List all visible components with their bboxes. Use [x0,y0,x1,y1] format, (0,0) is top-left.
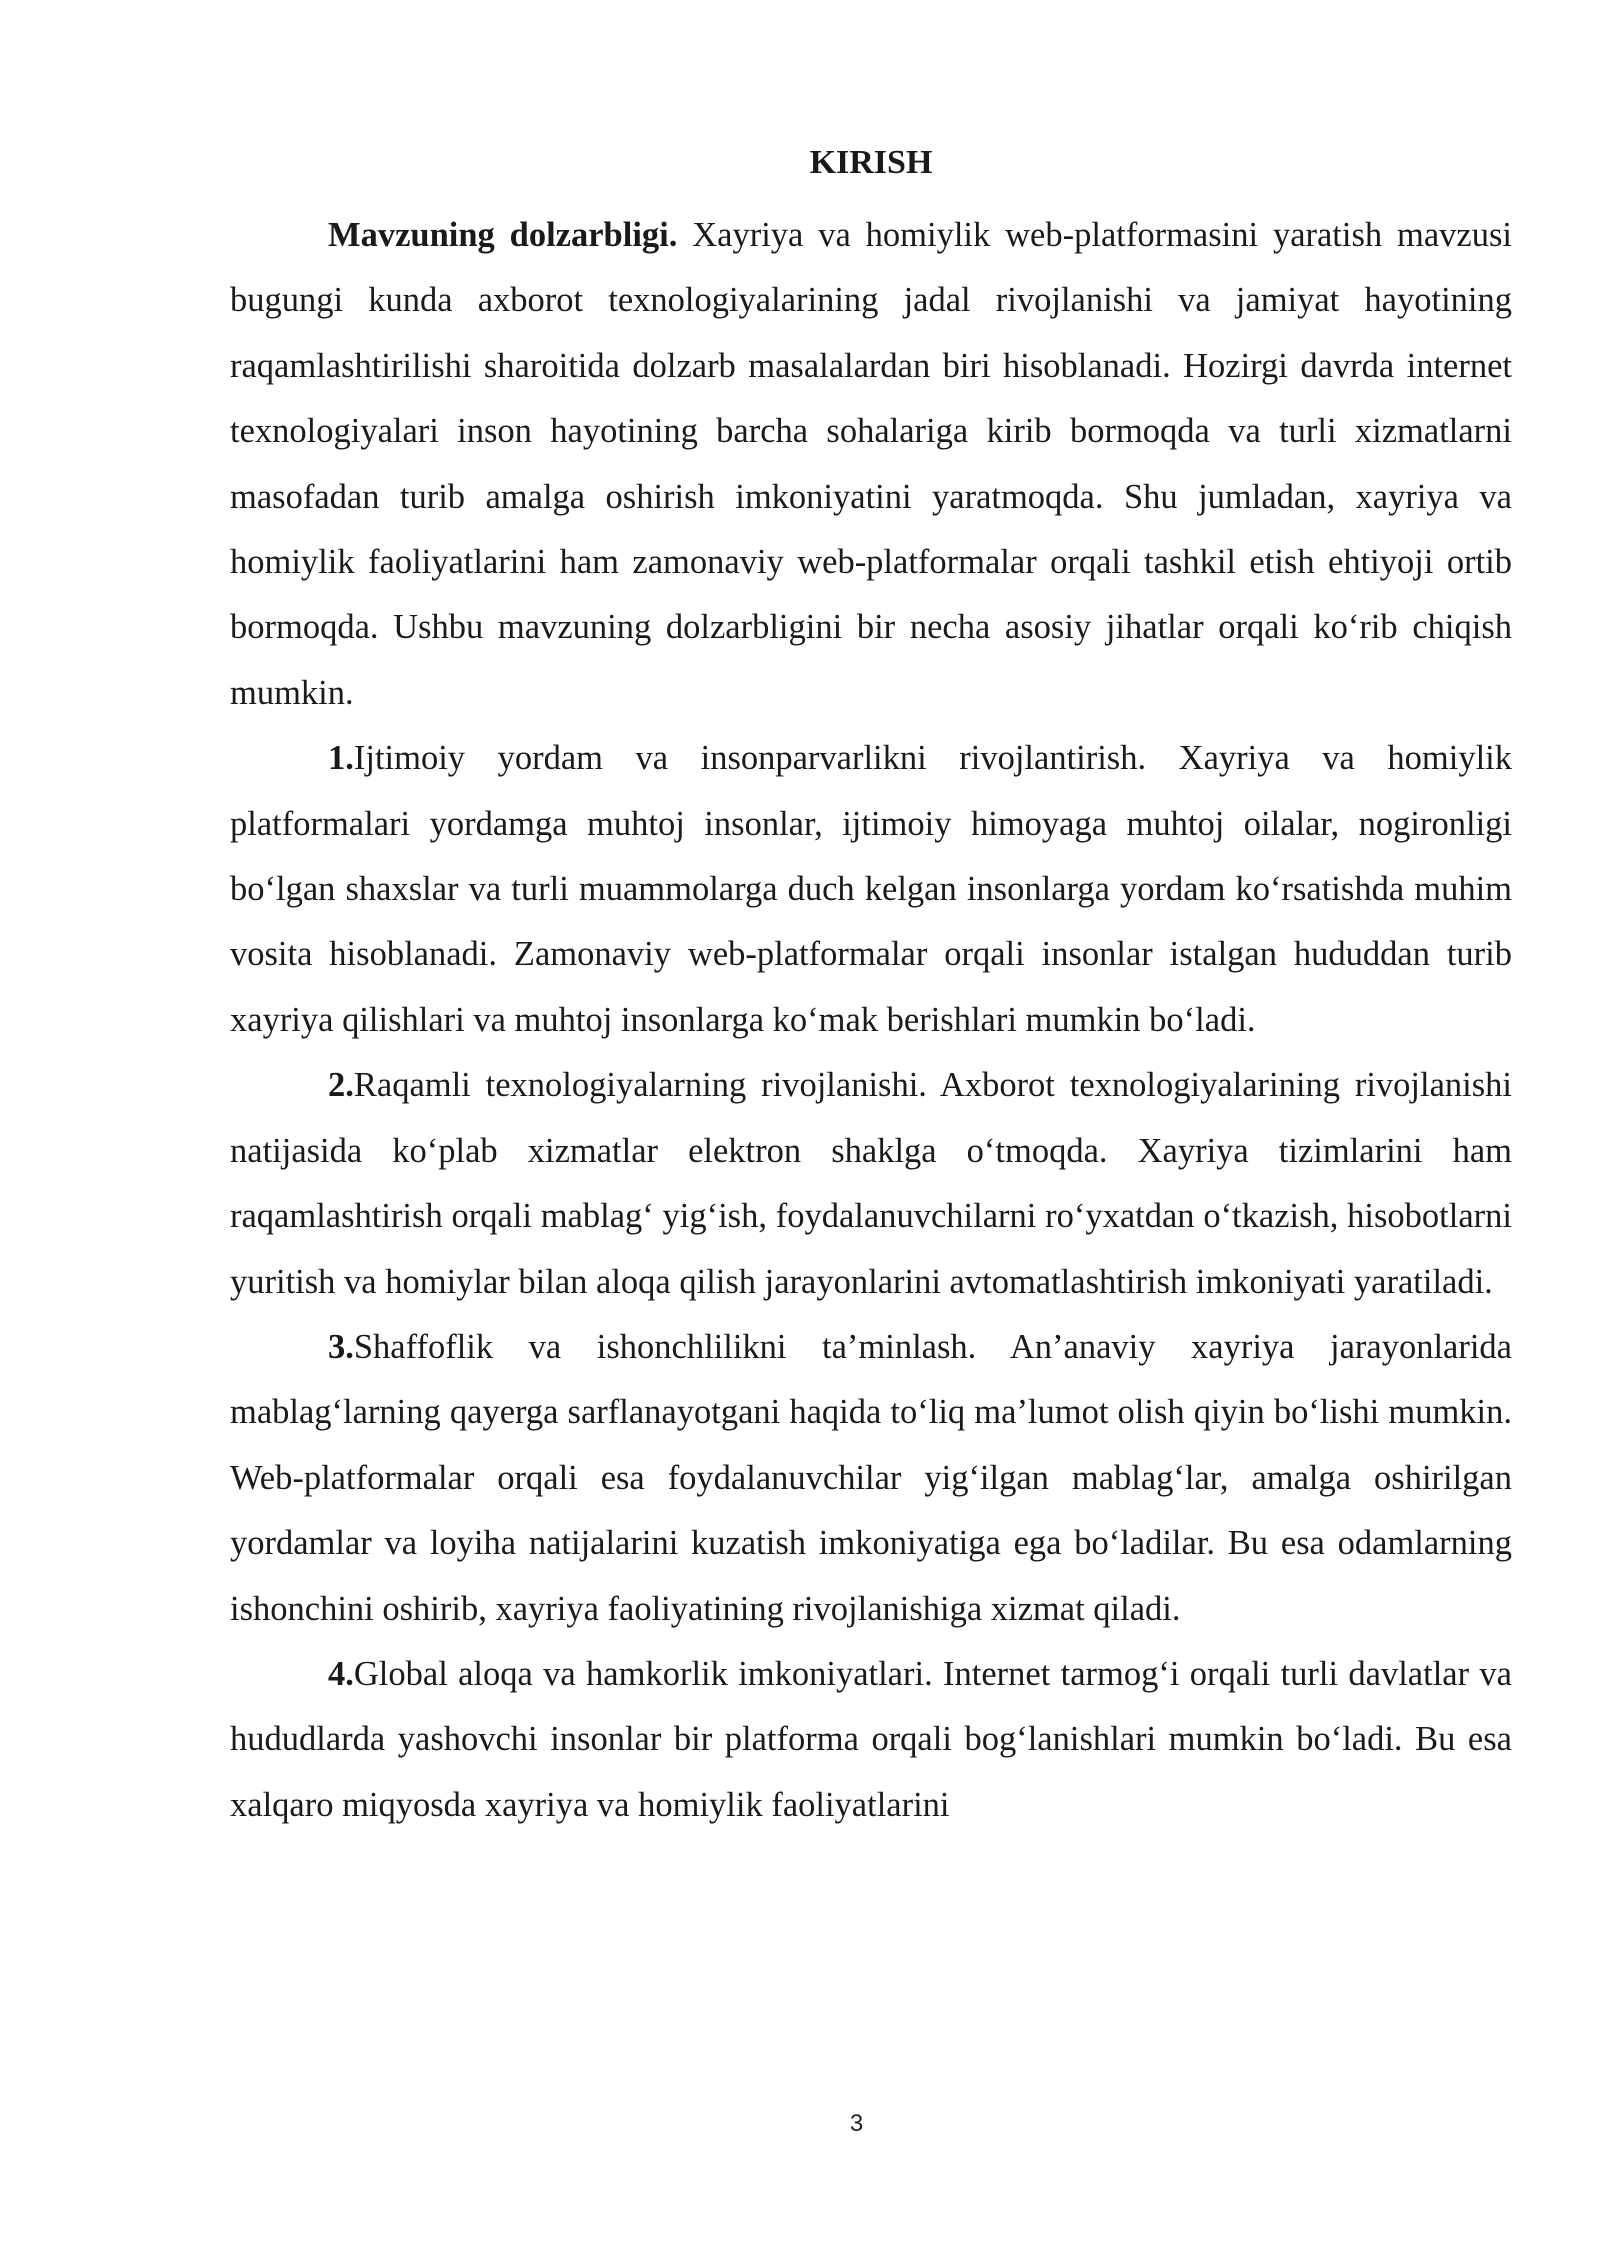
item-number: 4. [328,1654,354,1693]
list-item [230,1053,1512,1315]
list-item [230,1642,1512,1838]
item-number: 3. [328,1327,354,1366]
item-number: 1. [328,739,354,778]
page-number: 3 [849,2110,864,2137]
item-text: Shaffoflik va ishonchlilikni ta’minlash. An’anaviy xayriya jarayonlarida mablag‘larning qayerga sarflanayotgani haqida to‘liq ma’lumot olish qiyin bo‘lishi mumkin. Web-platformalar orqali esa foydalanuvchilar yig‘ilgan mablag‘lar, amalga oshirilgan yordamlar va loyiha natijalarini kuzatish imkoniyatiga ega bo‘ladilar. Bu esa odamlarning ishonchini oshirib, xayriya faoliyatining rivojlanishiga xizmat qiladi. [230,1327,1512,1628]
page-content [230,138,1512,1838]
item-text: Ijtimoiy yordam va insonparvarlikni rivojlantirish. Xayriya va homiylik platformalari yordamga muhtoj insonlar, ijtimoiy himoyaga muhtoj oilalar, nogironligi bo‘lgan shaxslar va turli muammolarga duch kelgan insonlarga yordam ko‘rsatishda muhim vosita hisoblanadi. Zamonaviy web-platformalar orqali insonlar istalgan hududdan turib xayriya qilishlari va muhtoj insonlarga ko‘mak berishlari mumkin bo‘ladi. [230,739,1512,1039]
intro-text: Xayriya va homiylik web-platformasini yaratish mavzusi bugungi kunda axborot texnologiyalarining jadal rivojlanishi va jamiyat hayotining raqamlashtirilishi sharoitida dolzarb masalalardan biri hisoblanadi. Hozirgi davrda internet texnologiyalari inson hayotining barcha sohalariga kirib bormoqda va turli xizmatlarni masofadan turib amalga oshirish imkoniyatini yaratmoqda. Shu jumladan, xayriya va homiylik faoliyatlarini ham zamonaviy web-platformalar orqali tashkil etish ehtiyoji ortib bormoqda. Ushbu mavzuning dolzarbligini bir necha asosiy jihatlar orqali ko‘rib chiqish mumkin. [230,216,1512,712]
intro-paragraph [230,203,1512,726]
item-number: 2. [328,1066,354,1105]
item-text: Raqamli texnologiyalarning rivojlanishi. Axborot texnologiyalarining rivojlanishi natijasida ko‘plab xizmatlar elektron shaklga o‘tmoqda. Xayriya tizimlarini ham raqamlashtirish orqali mablag‘ yig‘ish, foydalanuvchilarni ro‘yxatdan o‘tkazish, hisobotlarni yuritish va homiylar bilan aloqa qilish jarayonlarini avtomatlashtirish imkoniyati yaratiladi. [230,1066,1512,1301]
list-item [230,726,1512,1053]
item-text: Global aloqa va hamkorlik imkoniyatlari. Internet tarmog‘i orqali turli davlatlar va hududlarda yashovchi insonlar bir platforma orqali bog‘lanishlari mumkin bo‘ladi. Bu esa xalqaro miqyosda xayriya va homiylik faoliyatlarini [230,1654,1512,1824]
list-item [230,1315,1512,1642]
intro-lead: Mavzuning dolzarbligi. [328,216,678,254]
section-title: KIRISH [809,144,933,181]
